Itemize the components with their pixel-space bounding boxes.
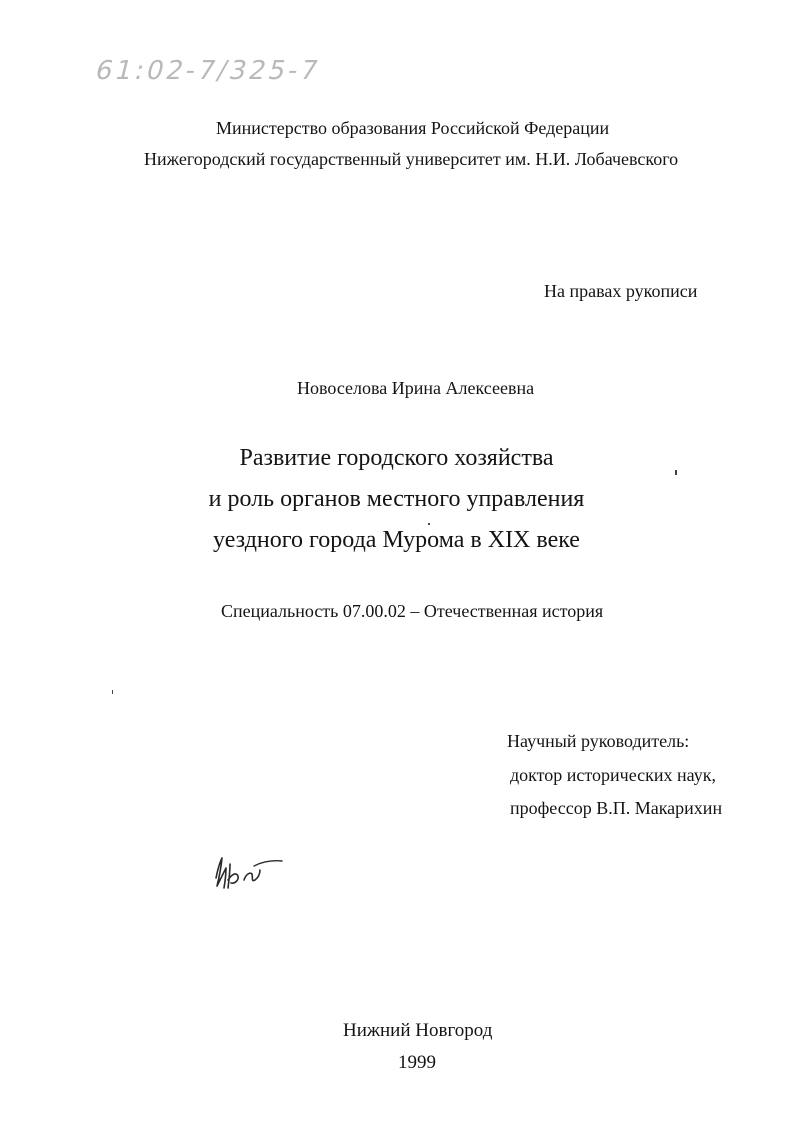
archive-number-handwritten: 61:02-7/325-7 bbox=[92, 56, 324, 86]
title-line-1: Развитие городского хозяйства bbox=[239, 445, 554, 471]
year: 1999 bbox=[398, 1052, 436, 1073]
author-name: Новоселова Ирина Алексеевна bbox=[297, 378, 535, 398]
manuscript-rights: На правах рукописи bbox=[544, 281, 698, 301]
ministry-name: Министерство образования Российской Федерации bbox=[216, 118, 610, 138]
supervisor-degree: доктор исторических наук, bbox=[510, 765, 716, 785]
specialty: Специальность 07.00.02 – Отечественная история bbox=[221, 601, 604, 621]
title-line-2: и роль органов местного управления bbox=[208, 486, 585, 512]
university-name: Нижегородский государственный университет им. Н.И. Лобачевского bbox=[144, 149, 679, 169]
city: Нижний Новгород bbox=[343, 1020, 493, 1041]
supervisor-label: Научный руководитель: bbox=[507, 731, 690, 751]
signature bbox=[210, 850, 290, 895]
supervisor-name: профессор В.П. Макарихин bbox=[510, 798, 723, 818]
scan-speck bbox=[112, 690, 113, 694]
scan-speck bbox=[675, 470, 677, 475]
scan-speck bbox=[428, 523, 430, 525]
title-line-3: уездного города Мурома в XIX веке bbox=[213, 527, 580, 553]
